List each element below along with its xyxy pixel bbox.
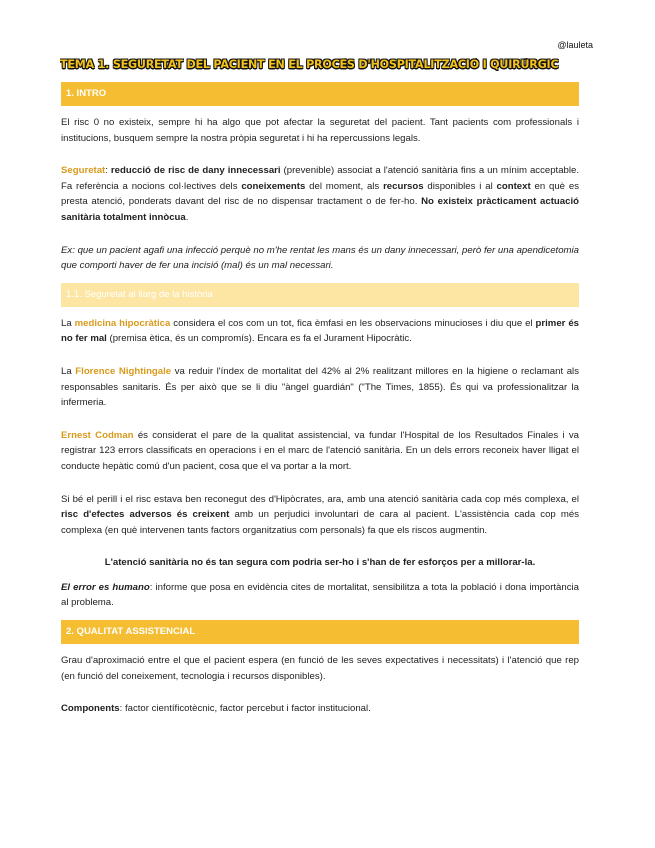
codman-paragraph [61, 428, 579, 475]
text-span: La [61, 365, 76, 377]
bold-span: context [496, 180, 531, 192]
section-heading-history: 1.1. Seguretat al llarg de la història [61, 283, 579, 307]
bold-span: recursos [383, 180, 424, 192]
term-florence-nightingale: Florence Nightingale [75, 365, 172, 377]
author-handle: @lauleta [557, 40, 593, 50]
example-paragraph [61, 243, 579, 274]
components-paragraph [61, 701, 579, 717]
bold-span: primer és no fer mal [61, 317, 580, 345]
text-span: : [105, 165, 111, 177]
section-heading-intro: 1. INTRO [61, 82, 579, 106]
text-span: en què es presta atenció, ponderats davant del risc de no dispensar tractament o de fer-ho. [61, 180, 579, 208]
text-span: : informe que posa en evidència cites de mortalitat, sensibilitza a tota la població i dona importància al problema. [61, 581, 579, 609]
quality-definition: Grau d'aproximació entre el que el pacient espera (en funció de les seves expectatives i necessitats) i l'atenció que rep (en funció del coneixement, tecnologia i recursos disponibles). [61, 655, 579, 682]
section-heading-quality: 2. QUALITAT ASSISTENCIAL [61, 620, 579, 644]
text-span: és considerat el pare de la qualitat assistencial, va fundar l'Hospital de los Resultados Finales i va registrar 123 errors classificats en operacions i en el marc de l'atenció sanitària. En un dels errors reconeix haver lligat el conducte hepàtic comú d'un pacient, cosa que el va portar a la mort. [61, 429, 579, 472]
term-components: Components [61, 703, 120, 715]
text-span: considera el cos com un tot, fica èmfasi en les observacions minucioses i diu que el [170, 317, 536, 329]
bold-span: risc d'efectes adversos és creixent [61, 509, 230, 521]
term-error-humano: El error es humano [61, 581, 150, 593]
error-humano-paragraph [61, 580, 579, 611]
example-text: Ex: que un pacient agafi una infecció perquè no m'he rentat les mans és un dany innecessari, però fer una apendicetomia que comporti haver de fer una incisió (mal) és un mal necessari. [61, 244, 579, 272]
text-span: disponibles i al [423, 180, 497, 192]
term-ernest-codman: Ernest Codman [61, 429, 134, 441]
text-span: (premisa ètica, és un compromís). Encara es fa el Jurament Hipocràtic. [106, 333, 412, 345]
text-span: amb un perjudici involuntari de cara al pacient. L'assistència cada cop més complexa (en què intervenen tants factors organitzatius com personals) fa que els riscos augmentin. [61, 509, 579, 536]
text-span: : factor científicotècnic, factor percebut i factor institucional. [119, 703, 371, 715]
text-span: . [185, 211, 189, 223]
risk-paragraph [61, 492, 579, 539]
text-span: va reduir l'índex de mortalitat del 42% al 2% realitzant millores en la higiene o reclamant als responsables sanitaris. És per això que se li diu "àngel guardián" ("The Times, 1855). És qui va professionalitzar la infermeria. [61, 365, 579, 409]
term-seguretat: Seguretat [61, 165, 106, 177]
nightingale-paragraph [61, 364, 579, 411]
text-span: del moment, als [305, 180, 384, 192]
intro-paragraph: El risc 0 no existeix, sempre hi ha algo que pot afectar la seguretat del pacient. Tant pacients com professionals i institucions, busquem sempre la nostra pròpia seguretat i hi ha repercussions legals. [61, 117, 579, 144]
bold-span: reducció de risc de dany innecessari [110, 165, 281, 177]
text-span: La [61, 317, 75, 329]
safety-definition [61, 163, 579, 225]
document-body [61, 82, 579, 717]
term-medicina-hipocratica: medicina hipocràtica [74, 317, 171, 329]
page-title: TEMA 1. SEGURETAT DEL PACIENT EN EL PROCÉS D'HOSPITALITZACIÓ I QUIRÚRGIC [60, 58, 559, 71]
text-span: (prevenible) associat a l'atenció sanitària fins a un mínim acceptable. Fa referència a nocions col·lectives dels [61, 165, 580, 192]
bold-span: coneixements [241, 180, 306, 192]
text-span: Si bé el perill i el risc estava ben reconegut des d'Hipòcrates, ara, amb una atenció sanitària cada cop més complexa, el [61, 493, 579, 505]
bold-span: No existeix pràcticament actuació sanitària totalment innòcua [61, 196, 579, 223]
hippocratic-paragraph [61, 316, 579, 347]
key-statement: L'atenció sanitària no és tan segura com podria ser-ho i s'han de fer esforços per a millorar-la. [104, 557, 536, 569]
